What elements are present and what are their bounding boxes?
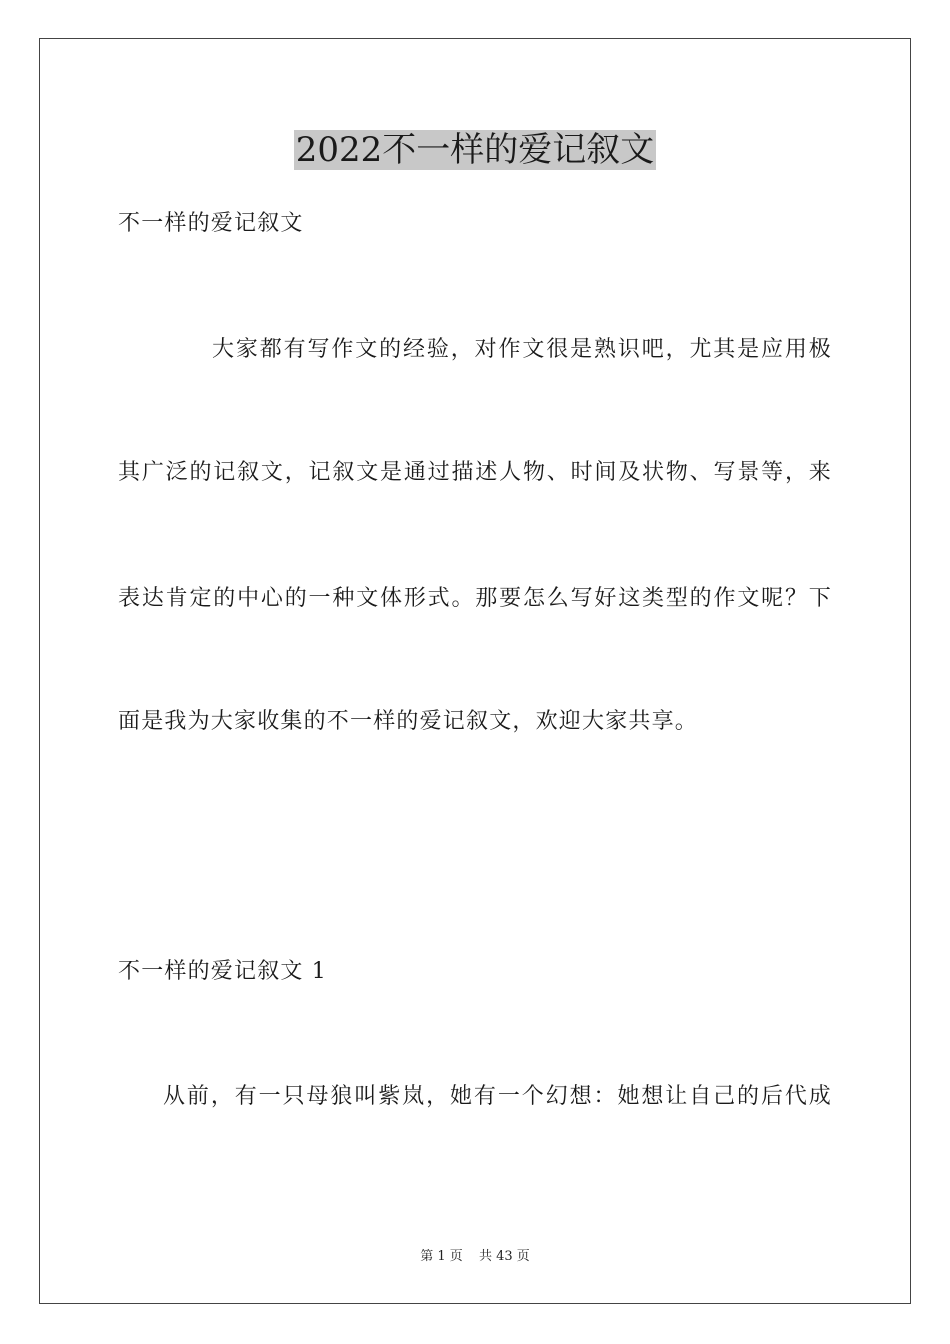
section-heading: 不一样的爱记叙文 1 xyxy=(118,959,327,984)
subtitle: 不一样的爱记叙文 xyxy=(118,211,304,236)
paragraph-line: 表达肯定的中心的一种文体形式。那要怎么写好这类型的作文呢？下 xyxy=(118,586,832,611)
paragraph-line: 大家都有写作文的经验，对作文很是熟识吧，尤其是应用极 xyxy=(212,337,832,362)
document-title xyxy=(0,130,950,170)
page-footer xyxy=(0,1248,950,1266)
page-number: 第 1 页 xyxy=(420,1249,463,1264)
paragraph-line: 其广泛的记叙文，记叙文是通过描述人物、时间及状物、写景等，来 xyxy=(118,460,832,485)
paragraph-line: 面是我为大家收集的不一样的爱记叙文，欢迎大家共享。 xyxy=(118,709,699,734)
page-total: 共 43 页 xyxy=(478,1249,530,1264)
paragraph-line: 从前，有一只母狼叫紫岚，她有一个幻想：她想让自己的后代成 xyxy=(163,1084,832,1109)
document-title-text: 2022不一样的爱记叙文 xyxy=(295,130,655,170)
